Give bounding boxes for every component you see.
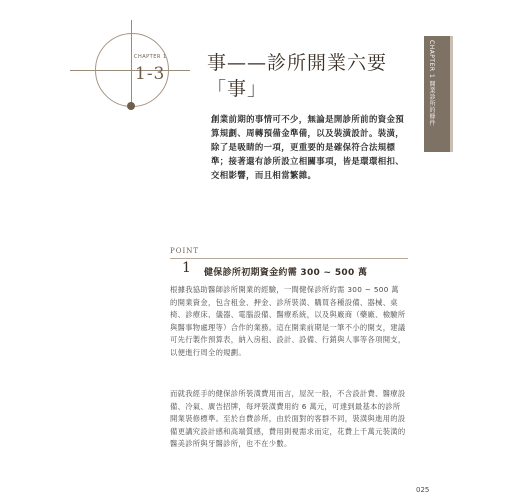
intro-paragraph: 創業前期的事情可不少，無論是開診所前的資金預算規劃、周轉預備金準備，以及裝潢設計。裝潢，除了是吸睛的一項，更重要的是確保符合法規標準；接著還有診所設立相關事項，皆是環環相扣、交相影響，而且相當繁雜。 bbox=[211, 114, 405, 180]
body-paragraph-1: 根據我協助醫師診所開業的經驗，一間健保診所約需 300 ~ 500 萬的開業資金，包含租金、押金、診所裝潢、購買各種設備、器械、桌椅、診療床、儀器、電腦設備、醫療系統，以及與廠商（藥廠、檢驗所與醫事物處理等）合作的業務。這在開業前期是一筆不小的開支，建議可先行製作預算表，納入房租、設計、設備、行銷與人事等各項開支，以便進行周全的規劃。 bbox=[170, 285, 406, 357]
side-tab-label: CHAPTER 1 開業診所的條件 bbox=[428, 40, 435, 127]
point-number: 1 bbox=[182, 260, 191, 276]
point-title: 健保診所初期資金約需 300 ~ 500 萬 bbox=[204, 268, 368, 278]
point-divider bbox=[170, 258, 408, 259]
point-label: POINT bbox=[170, 247, 200, 255]
chapter-label: CHAPTER 1 bbox=[134, 54, 167, 60]
page-number: 025 bbox=[416, 486, 430, 494]
emblem-vertical-line bbox=[131, 20, 132, 110]
side-tab-strip bbox=[450, 36, 453, 152]
section-number: 1-3 bbox=[135, 64, 166, 84]
page-title: 事——診所開業六要「事」 bbox=[207, 52, 388, 100]
emblem-dot bbox=[127, 102, 135, 110]
body-paragraph-2: 而就我經手的健保診所裝潢費用而言，屋況一般，不含設計費、醫療設備、冷氣、廣告招牌，每坪裝潢費用約 6 萬元，可達到最基本的診所開業裝修標準。至於自費診所，由於面對的客群不同，裝潢與進用的設備更講究設計感和高端質感，費用則視需求而定，花費上千萬元裝潢的醫美診所與牙醫診所，也不在少數。 bbox=[170, 389, 406, 449]
